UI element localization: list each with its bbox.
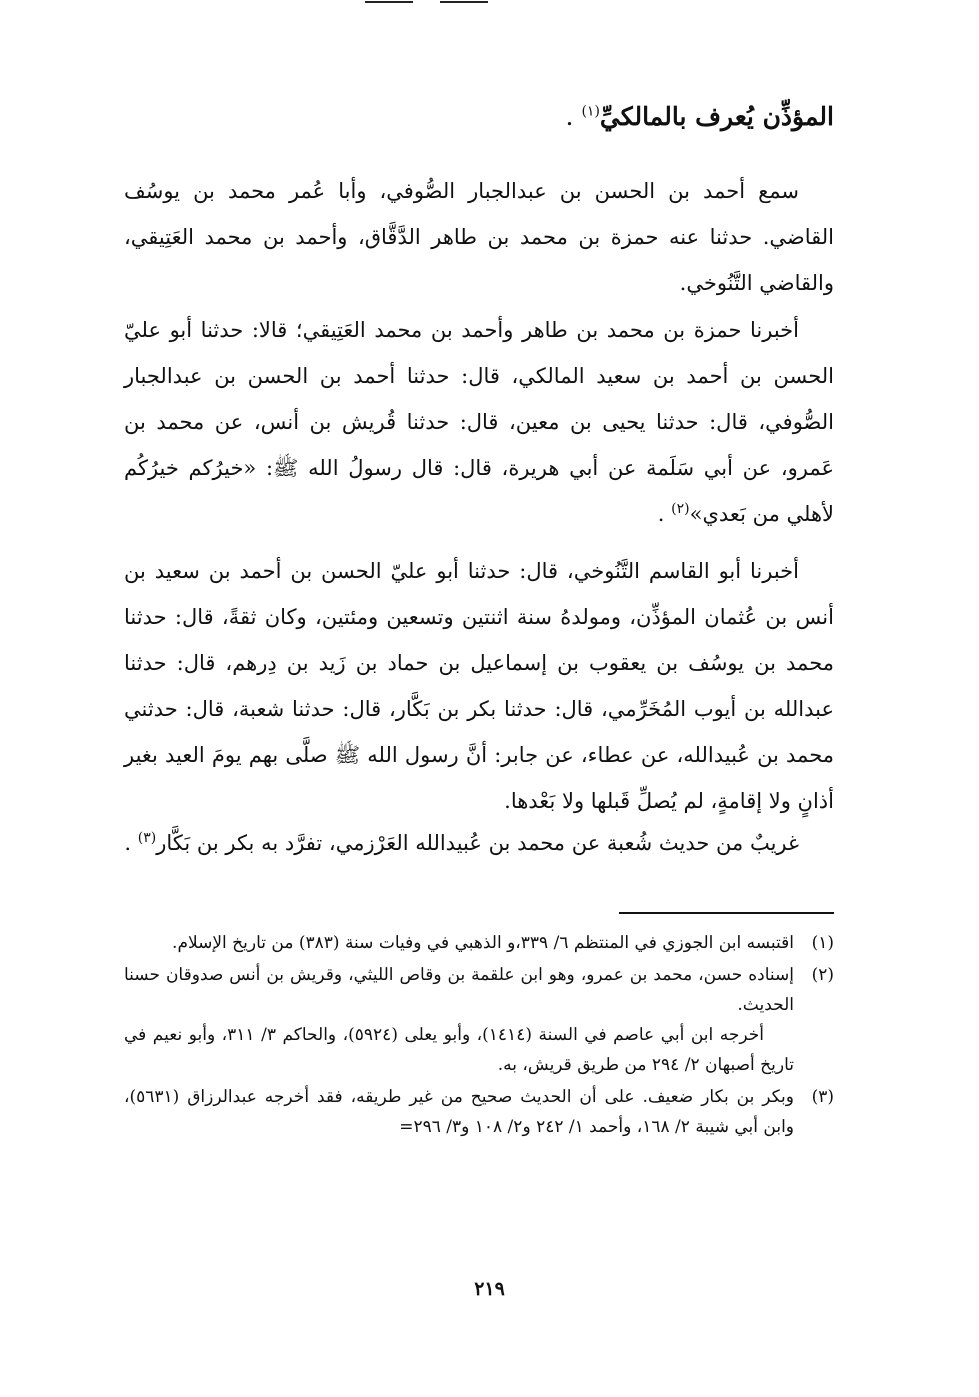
footnote-ref-2: (٢)	[671, 501, 690, 517]
paragraph-3	[124, 548, 834, 824]
paragraph-text: غريبٌ من حديث شُعبة عن محمد بن عُبيدالله العَرْزمي، تفرَّد به بكر بن بَكَّار	[156, 831, 799, 855]
footnote-3	[124, 1082, 834, 1142]
paragraph-4	[124, 820, 834, 866]
footnote-text: إسناده حسن، محمد بن عمرو، وهو ابن علقمة بن وقاص الليثي، وقريش بن أنس صدوقان حسنا الحديث.	[124, 965, 794, 1015]
paragraph-tail: .	[124, 831, 138, 855]
paragraph-text: سمع أحمد بن الحسن بن عبدالجبار الصُّوفي، وأبا عُمر محمد بن يوسُف القاضي. حدثنا عنه حمزة بن محمد بن طاهر الدَّقَّاق، وأحمد بن محمد العَتِيقي، والقاضي التَّنُوخي.	[124, 179, 834, 295]
paragraph-1	[124, 168, 834, 306]
footnote-ref-3: (٣)	[137, 830, 157, 846]
paragraph-text: أخبرنا أبو القاسم التَّنُوخي، قال: حدثنا أبو عليّ الحسن بن أحمد بن سعيد بن أنس بن عُثمان المؤذِّن، ومولدهُ سنة اثنتين وتسعين ومئتين، وكان ثقةً، قال: حدثنا محمد بن يوسُف بن يعقوب بن إسماعيل بن حماد بن زَيد بن دِرهم، قال: حدثنا عبدالله بن أيوب المُخَرِّمي، قال: حدثنا بكر بن بَكَّار، قال: حدثنا شعبة، قال: حدثني محمد بن عُبيدالله، عن عطاء، عن جابر: أنَّ رسول الله ﷺ صلَّى بهم يومَ العيد بغير أذانٍ ولا إقامةٍ، لم يُصلِّ قَبلها ولا بَعْدها.	[124, 559, 834, 813]
scan-top-marks	[0, 0, 979, 6]
footnotes	[124, 928, 834, 1144]
footnote-text: اقتبسه ابن الجوزي في المنتظم ٦/ ٣٣٩،و الذهبي في وفيات سنة (٣٨٣) من تاريخ الإسلام.	[172, 933, 794, 953]
entry-heading-tail: .	[565, 102, 582, 131]
paragraph-2	[124, 307, 834, 537]
footnote-ref-1: (١)	[581, 103, 600, 120]
paragraph-text: أخبرنا حمزة بن محمد بن طاهر وأحمد بن محمد العَتِيقي؛ قالا: حدثنا أبو عليّ الحسن بن أحمد بن سعيد المالكي، قال: حدثنا أحمد بن الحسن بن عبدالجبار الصُّوفي، قال: حدثنا يحيى بن معين، قال: حدثنا قُريش بن أنس، عن محمد بن عَمرو، عن أبي سَلَمة عن أبي هريرة، قال: قال رسولُ الله ﷺ: «خيرُكم خيرُكُم لأهلي من بَعدي»	[124, 318, 834, 526]
footnote-number: (٢)	[811, 965, 834, 985]
footnote-text: وبكر بن بكار ضعيف. على أن الحديث صحيح من غير طريقه، فقد أخرجه عبدالرزاق (٥٦٣١)، وابن أبي شيبة ٢/ ١٦٨، وأحمد ١/ ٢٤٢ و٢/ ١٠٨ و٣/ ٢٩٦=	[124, 1087, 794, 1137]
footnote-divider	[619, 912, 834, 914]
page-number: ٢١٩	[474, 1278, 505, 1300]
footnote-number: (١)	[811, 933, 834, 953]
paragraph-tail: .	[657, 502, 672, 526]
footnote-number: (٣)	[811, 1087, 834, 1107]
footnote-1	[124, 928, 834, 958]
footnote-2	[124, 960, 834, 1080]
entry-heading	[134, 95, 834, 139]
footnote-text-continued: أخرجه ابن أبي عاصم في السنة (١٤١٤)، وأبو يعلى (٥٩٢٤)، والحاكم ٣/ ٣١١، وأبو نعيم في تاريخ أصبهان ٢/ ٢٩٤ من طريق قريش، به.	[124, 1025, 794, 1075]
entry-heading-title: المؤذِّن يُعرف بالمالكيِّ	[599, 102, 834, 131]
